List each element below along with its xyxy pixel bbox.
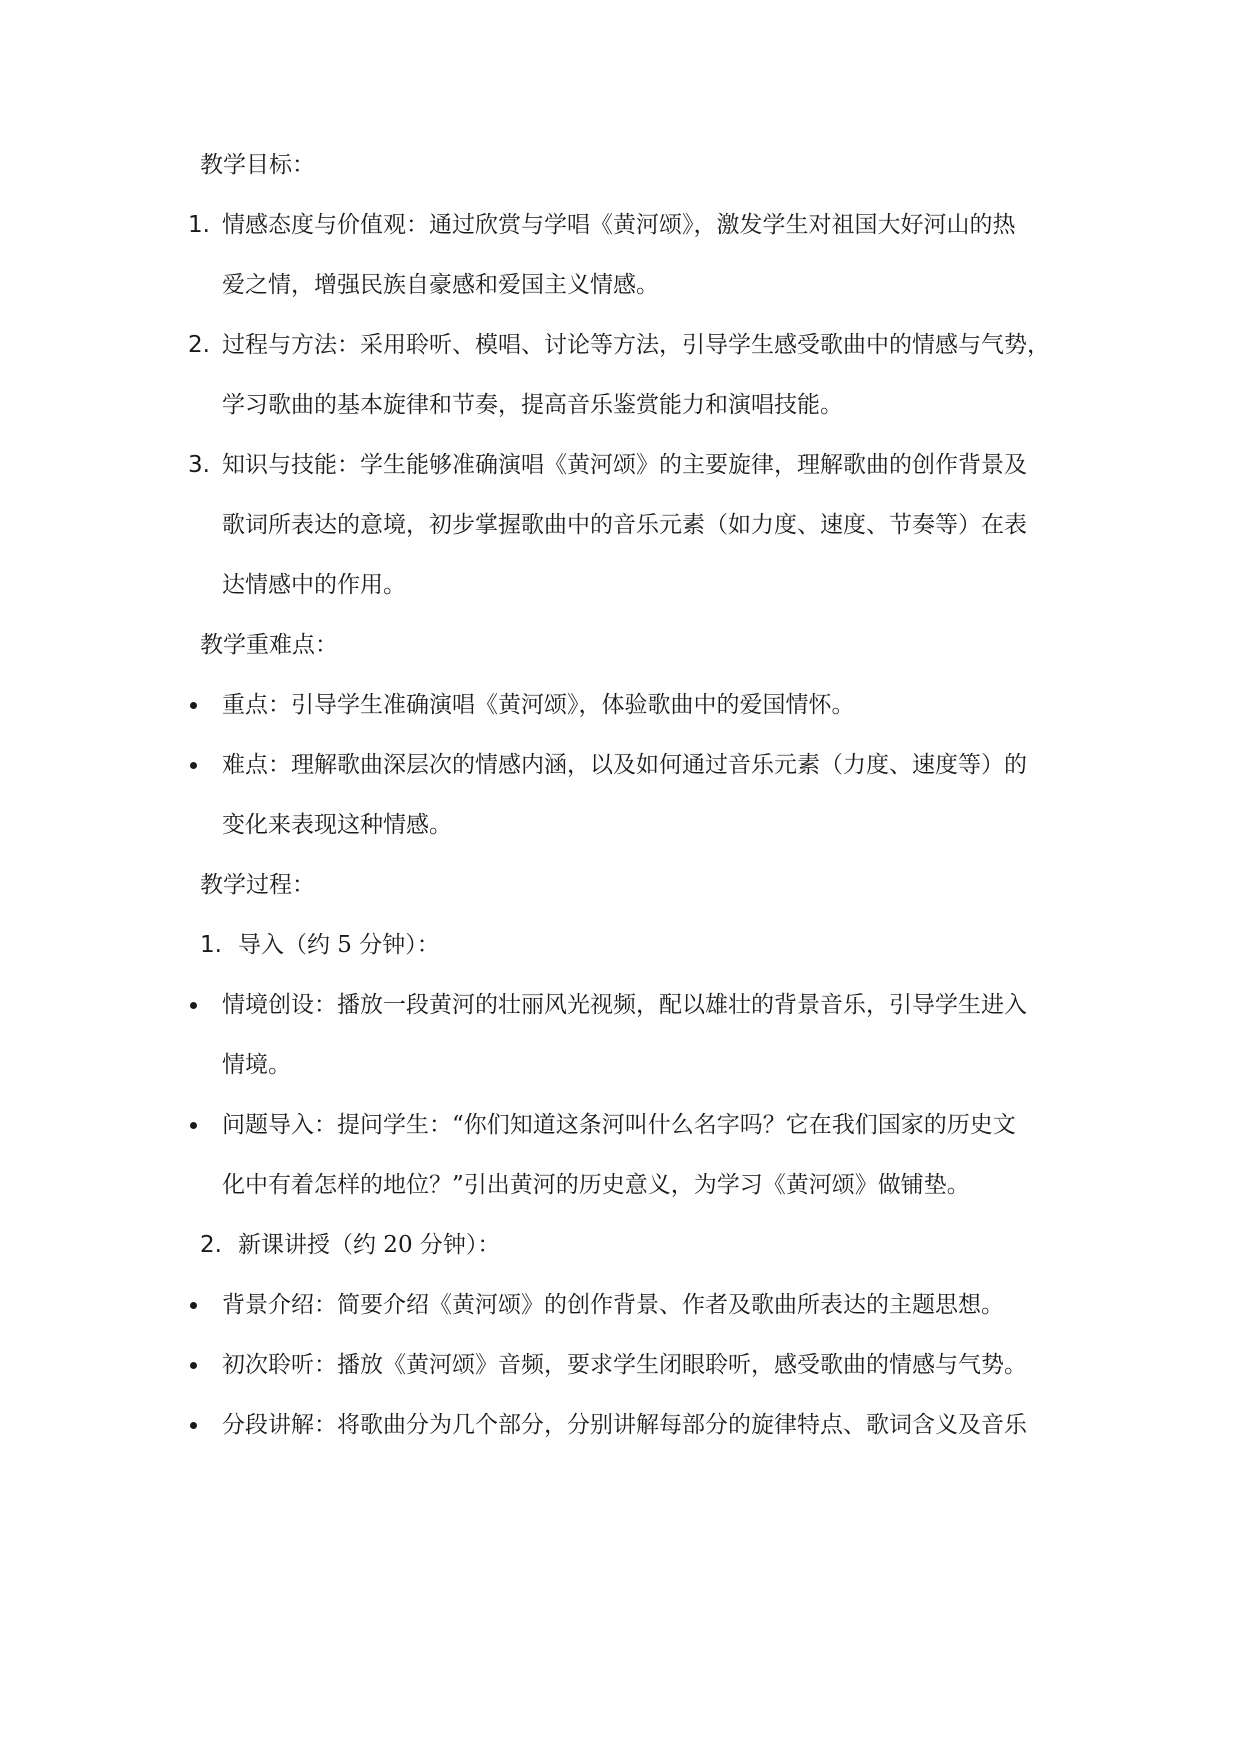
- objective-text-line: 爱之情，增强民族自豪感和爱国主义情感。: [222, 272, 659, 298]
- objective-text-line: 歌词所表达的意境，初步掌握歌曲中的音乐元素（如力度、速度、节奏等）在表: [222, 512, 1027, 538]
- objective-number: 1.: [188, 212, 210, 238]
- keypoint-text-line: 变化来表现这种情感。: [222, 812, 452, 838]
- objective-text-line: 情感态度与价值观：通过欣赏与学唱《黄河颂》，激发学生对祖国大好河山的热: [222, 212, 1016, 238]
- objectives-heading: 教学目标：: [200, 152, 315, 178]
- step-number: 2.: [200, 1232, 222, 1258]
- step-item-text-line: 情境。: [222, 1052, 291, 1078]
- step-item-text-line: 情境创设：播放一段黄河的壮丽风光视频，配以雄壮的背景音乐，引导学生进入: [222, 992, 1027, 1018]
- step-item-text-line: 背景介绍：简要介绍《黄河颂》的创作背景、作者及歌曲所表达的主题思想。: [222, 1292, 1004, 1318]
- step-item-text-line: 分段讲解：将歌曲分为几个部分，分别讲解每部分的旋律特点、歌词含义及音乐: [222, 1412, 1027, 1438]
- objective-text-line: 达情感中的作用。: [222, 572, 406, 598]
- objective-text-line: 过程与方法：采用聆听、模唱、讨论等方法，引导学生感受歌曲中的情感与气势，: [222, 332, 1050, 358]
- bullet-icon: [190, 1422, 197, 1429]
- objective-number: 3.: [188, 452, 210, 478]
- step-item-text-line: 初次聆听：播放《黄河颂》音频，要求学生闭眼聆听，感受歌曲的情感与气势。: [222, 1352, 1027, 1378]
- bullet-icon: [190, 1002, 197, 1009]
- step-item-text-line: 问题导入：提问学生：“你们知道这条河叫什么名字吗？它在我们国家的历史文: [222, 1112, 1016, 1138]
- objective-text-line: 学习歌曲的基本旋律和节奏，提高音乐鉴赏能力和演唱技能。: [222, 392, 843, 418]
- keypoints-heading: 教学重难点：: [200, 632, 338, 658]
- keypoint-text-line: 难点：理解歌曲深层次的情感内涵，以及如何通过音乐元素（力度、速度等）的: [222, 752, 1027, 778]
- bullet-icon: [190, 762, 197, 769]
- objective-number: 2.: [188, 332, 210, 358]
- keypoint-text-line: 重点：引导学生准确演唱《黄河颂》，体验歌曲中的爱国情怀。: [222, 692, 855, 718]
- bullet-icon: [190, 1362, 197, 1369]
- step-item-text-line: 化中有着怎样的地位？”引出黄河的历史意义，为学习《黄河颂》做铺垫。: [222, 1172, 970, 1198]
- bullet-icon: [190, 702, 197, 709]
- bullet-icon: [190, 1302, 197, 1309]
- step-label: 导入（约 5 分钟）：: [238, 932, 440, 958]
- process-heading: 教学过程：: [200, 872, 315, 898]
- step-number: 1.: [200, 932, 222, 958]
- objective-text-line: 知识与技能：学生能够准确演唱《黄河颂》的主要旋律，理解歌曲的创作背景及: [222, 452, 1027, 478]
- step-label: 新课讲授（约 20 分钟）：: [238, 1232, 501, 1258]
- bullet-icon: [190, 1122, 197, 1129]
